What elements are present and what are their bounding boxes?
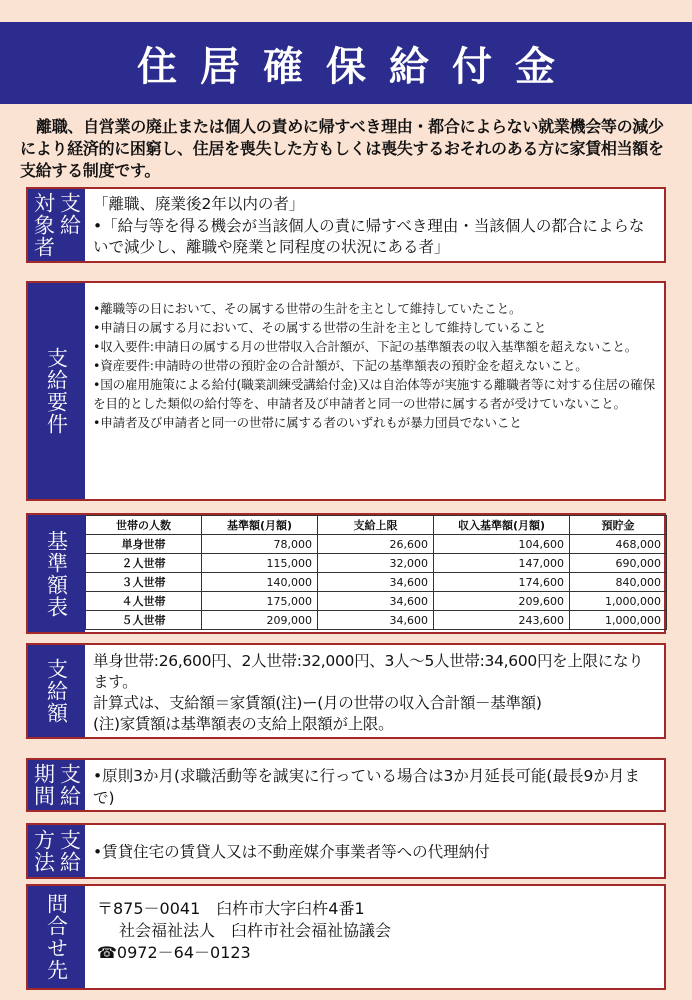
method-content <box>85 825 664 877</box>
amount-label: 支給額 <box>44 658 69 724</box>
amount-content <box>85 645 664 737</box>
table-cell: 32,000 <box>318 554 434 573</box>
period-content <box>85 760 664 810</box>
table-cell: ２人世帯 <box>86 554 202 573</box>
section-label <box>28 645 85 737</box>
requirement-line: •申請者及び申請者と同一の世帯に属する者のいずれもが暴力団員でないこと <box>93 415 522 430</box>
table-header: 基準額(月額) <box>202 516 318 535</box>
period-label: 支給 期間 <box>31 763 82 807</box>
contact-address: 〒875－0041 臼杵市大字臼杵4番1 <box>97 899 365 918</box>
section-contact <box>26 884 666 990</box>
table-header: 預貯金 <box>570 516 667 535</box>
table-cell: 175,000 <box>202 592 318 611</box>
table-cell: 78,000 <box>202 535 318 554</box>
amount-line: 単身世帯:26,600円、2人世帯:32,000円、3人～5人世帯:34,600円を上限になります。 <box>93 652 644 691</box>
requirement-line: •離職等の日において、その属する世帯の生計を主として維持していたこと。 <box>93 301 522 316</box>
section-label <box>28 283 85 499</box>
table-cell: 147,000 <box>434 554 570 573</box>
table-cell: 209,600 <box>434 592 570 611</box>
requirement-line: •申請日の属する月において、その属する世帯の生計を主として維持していること <box>93 320 547 335</box>
table-header-row <box>86 516 667 535</box>
section-target <box>26 187 666 263</box>
section-label <box>28 760 85 810</box>
section-label <box>28 515 85 632</box>
table-cell: 1,000,000 <box>570 592 667 611</box>
target-line: •「給与等を得る機会が当該個人の責に帰すべき理由・当該個人の都合によらないで減少し、離職や廃業と同程度の状況にある者」 <box>93 216 645 256</box>
period-text: •原則3か月(求職活動等を誠実に行っている場合は3か月延長可能(最長9か月まで) <box>93 767 640 807</box>
table-row <box>86 554 667 573</box>
requirements-label: 支給要件 <box>44 347 69 435</box>
page-title: 住居確保給付金 <box>137 43 578 90</box>
table-cell: ５人世帯 <box>86 611 202 630</box>
section-label <box>28 189 85 261</box>
table-cell: 468,000 <box>570 535 667 554</box>
table-cell: ３人世帯 <box>86 573 202 592</box>
table-cell: 34,600 <box>318 592 434 611</box>
method-label: 支給 方法 <box>31 829 82 873</box>
contact-label: 問合せ先 <box>44 893 69 981</box>
table-label: 基準額表 <box>44 529 69 618</box>
target-content <box>85 189 664 261</box>
table-header: 支給上限 <box>318 516 434 535</box>
section-label <box>28 886 85 988</box>
requirement-line: •収入要件:申請日の属する月の世帯収入合計額が、下記の基準額表の収入基準額を超えないこと。 <box>93 339 638 354</box>
section-label <box>28 825 85 877</box>
section-requirements <box>26 281 666 501</box>
requirement-line: •資産要件:申請時の世帯の預貯金の合計額が、下記の基準額表の預貯金を超えないこと。 <box>93 358 588 373</box>
target-label: 支給 対象者 <box>31 192 82 258</box>
standard-amount-table <box>85 515 667 630</box>
table-row <box>86 611 667 630</box>
section-method <box>26 823 666 879</box>
amount-line: 計算式は、支給額＝家賃額(注)ー(月の世帯の収入合計額－基準額) <box>93 694 542 712</box>
table-row <box>86 535 667 554</box>
title-bar <box>0 22 692 104</box>
requirements-content <box>85 283 664 499</box>
table-content <box>85 515 664 632</box>
table-cell: 115,000 <box>202 554 318 573</box>
table-cell: 26,600 <box>318 535 434 554</box>
table-cell: 209,000 <box>202 611 318 630</box>
target-line: 「離職、廃業後2年以内の者」 <box>93 195 305 213</box>
requirement-line: •国の雇用施策による給付(職業訓練受講給付金)又は自治体等が実施する離職者等に対する住居の確保を目的とした類似の給付等を、申請者及び申請者と同一の世帯に属する者が受けていないこと。 <box>93 377 655 411</box>
table-cell: 174,600 <box>434 573 570 592</box>
table-cell: 840,000 <box>570 573 667 592</box>
table-header: 世帯の人数 <box>86 516 202 535</box>
intro-text: 離職、自営業の廃止または個人の責めに帰すべき理由・都合によらない就業機会等の減少により経済的に困窮し、住居を喪失した方もしくは喪失するおそれのある方に家賃相当額を支給する制度です。 <box>20 117 664 180</box>
table-row <box>86 592 667 611</box>
table-cell: 690,000 <box>570 554 667 573</box>
table-cell: 243,600 <box>434 611 570 630</box>
method-text: •賃貸住宅の賃貸人又は不動産媒介事業者等への代理納付 <box>93 843 490 861</box>
table-cell: 34,600 <box>318 611 434 630</box>
table-cell: 104,600 <box>434 535 570 554</box>
section-amount <box>26 643 666 739</box>
contact-phone: ☎0972－64－0123 <box>97 943 251 962</box>
table-row <box>86 573 667 592</box>
table-header: 収入基準額(月額) <box>434 516 570 535</box>
table-cell: 単身世帯 <box>86 535 202 554</box>
table-cell: 34,600 <box>318 573 434 592</box>
contact-organization: 社会福祉法人 臼杵市社会福祉協議会 <box>119 921 392 940</box>
table-cell: 140,000 <box>202 573 318 592</box>
table-cell: ４人世帯 <box>86 592 202 611</box>
section-standard-table <box>26 513 666 634</box>
amount-line: (注)家賃額は基準額表の支給上限額が上限。 <box>93 715 394 733</box>
contact-content <box>85 886 664 988</box>
section-period <box>26 758 666 812</box>
table-cell: 1,000,000 <box>570 611 667 630</box>
